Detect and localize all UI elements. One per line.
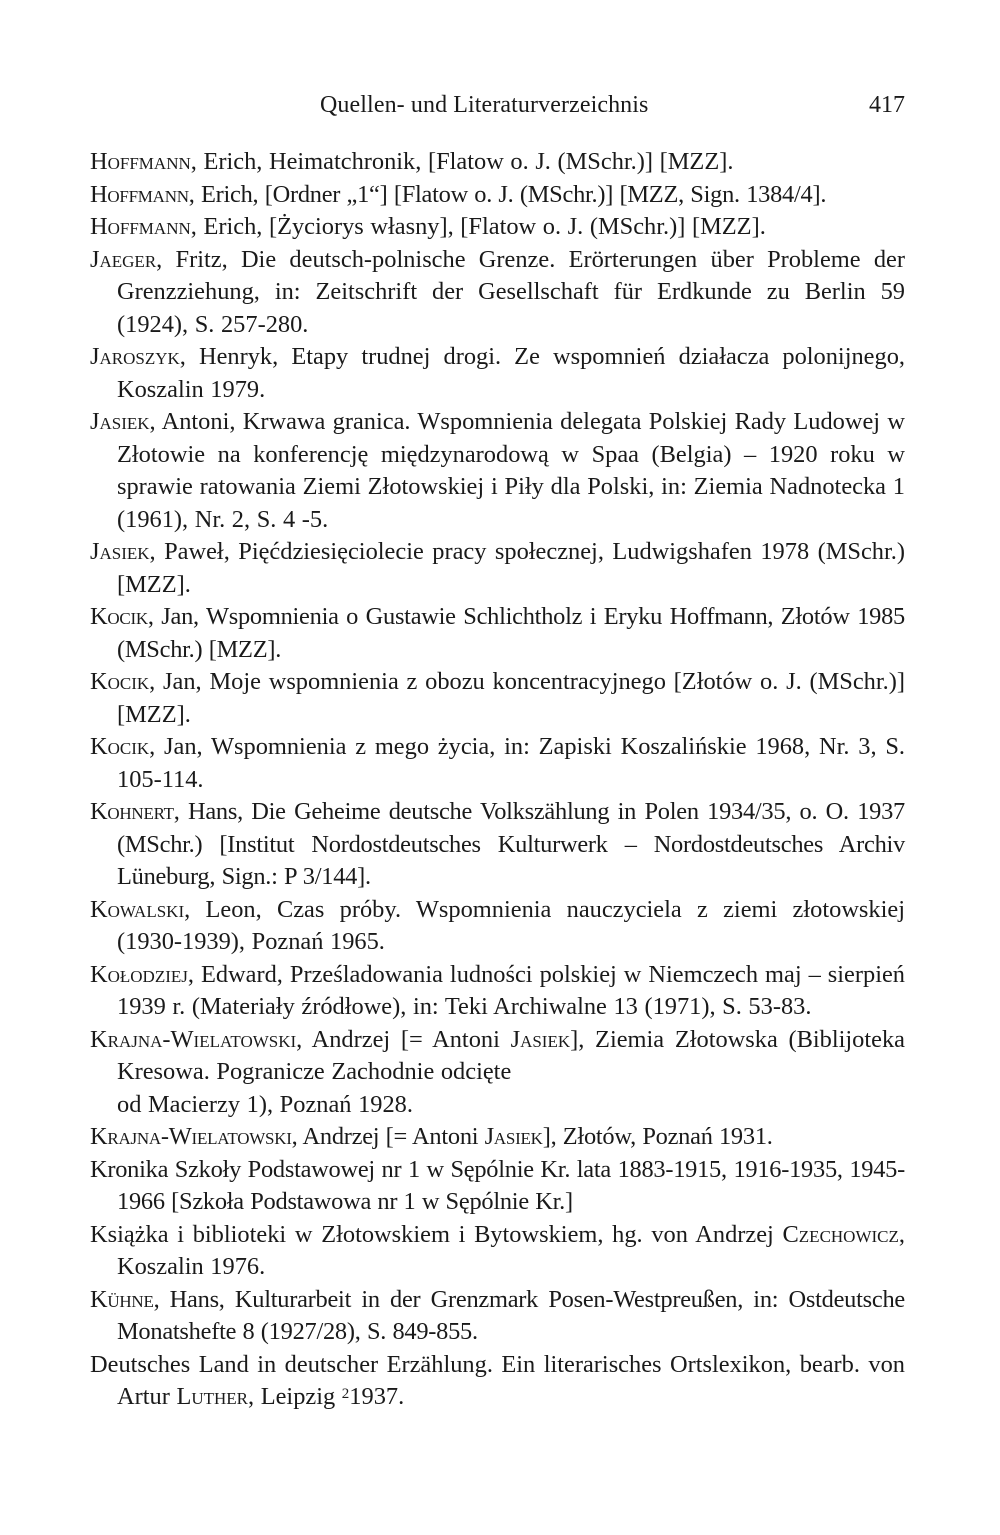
bibliography-entry [90,601,905,666]
entry-text: , Leipzig [248,1383,342,1410]
entry-author: Jaroszyk [90,343,180,370]
entry-text-continued: od Macierzy 1), Poznań 1928. [117,1090,413,1118]
entry-text: , Jan, Wspomnienia o Gustawie Schlichtholz i Eryku Hoffmann, Złotów 1985 (MSchr.) [MZZ]. [117,603,905,663]
entry-text: , Andrzej [= Antoni [291,1123,485,1150]
entry-text: , Henryk, Etapy trudnej drogi. Ze wspomnień działacza polonijnego, Koszalin 1979. [117,343,905,403]
entry-text: , Erich, [Ordner „1“] [Flatow o. J. (MSchr.)] [MZZ, Sign. 1384/4]. [188,180,827,208]
bibliography-entry [90,894,905,959]
entry-text: , Antoni, Krwawa granica. Wspomnienia delegata Polskiej Rady Ludowej w Złotowie na konferencję międzynarodową w Spaa (Belgia) – 1920 roku w sprawie ratowania Ziemi Złotowskiej i Piły dla Polski, in: Ziemia Nadnotecka 1 (1961), Nr. 2, S. 4 -5. [117,408,905,533]
bibliography-entry [90,1219,905,1284]
bibliography-entry [90,959,905,1024]
page-number: 417 [869,92,905,118]
entry-text: , Paweł, Pięćdziesięciolecie pracy społecznej, Ludwigshafen 1978 (MSchr.) [MZZ]. [117,538,905,598]
entry-text: , Erich, Heimatchronik, [Flatow o. J. (MSchr.)] [MZZ]. [190,148,734,175]
entry-author: Jasiek [90,408,150,435]
entry-author: Kocik [90,603,148,630]
bibliography-list [90,146,905,1414]
entry-author-alias: Jasiek [484,1123,543,1150]
edition-superscript: 2 [341,1386,350,1402]
entry-text: , Jan, Wspomnienia z mego życia, in: Zapiski Koszalińskie 1968, Nr. 3, S. 105-114. [117,733,905,793]
entry-author: Kowalski [90,895,185,923]
entry-author: Kocik [90,668,150,695]
entry-text: Deutsches Land in deutscher Erzählung. Ein literarisches Ortslexikon, bearb. von Artur [90,1350,905,1410]
bibliography-entry [90,146,905,179]
bibliography-entry [90,1024,905,1122]
entry-text: Kronika Szkoły Podstawowej nr 1 w Sępólnie Kr. lata 1883-1915, 1916-1935, 1945-1966 [Szkoła Podstawowa nr 1 w Sępólnie Kr.] [90,1155,905,1215]
bibliography-entry [90,1349,905,1414]
entry-author: Hoffmann [90,213,191,240]
entry-text: , Hans, Die Geheime deutsche Volkszählung in Polen 1934/35, o. O. 1937 (MSchr.) [Institut Nordostdeutsches Kulturwerk – Nordostdeutsches Archiv Lüneburg, Sign.: P 3/144]. [117,798,905,890]
entry-author: Czechowicz [782,1220,899,1248]
entry-text: , Fritz, Die deutsch-polnische Grenze. Erörterungen über Probleme der Grenzziehung, in: Zeitschrift der Gesellschaft für Erdkunde zu Berlin 59 (1924), S. 257-280. [117,245,905,338]
bibliography-entry [90,1284,905,1349]
bibliography-entry [90,796,905,894]
entry-author: Kühne [90,1285,154,1313]
entry-text: , Hans, Kulturarbeit in der Grenzmark Posen-Westpreußen, in: Ostdeutsche Monatshefte 8 (1927/28), S. 849-855. [117,1285,905,1345]
entry-author: Luther [176,1383,248,1410]
running-title: Quellen- und Literaturverzeichnis [320,92,649,118]
entry-year: 1937. [349,1383,405,1410]
entry-text: , Andrzej [= Antoni [296,1025,511,1053]
bibliography-entry [90,536,905,601]
entry-text: , Jan, Moje wspomnienia z obozu koncentracyjnego [Złotów o. J. (MSchr.)] [MZZ]. [117,668,905,728]
entry-author: Hoffmann [90,180,189,208]
running-head [90,92,905,126]
entry-author: Hoffmann [90,148,191,175]
bibliography-entry [90,406,905,536]
entry-text: , Erich, [Życiorys własny], [Flatow o. J. (MSchr.)] [MZZ]. [190,213,766,240]
bibliography-entry [90,1154,905,1219]
entry-author: Kocik [90,733,150,760]
entry-text: Książka i biblioteki w Złotowskiem i Bytowskiem, hg. von Andrzej [90,1220,783,1248]
entry-author: Jasiek [90,538,150,565]
entry-author: Jaeger [90,245,157,273]
entry-author: Kołodziej [90,960,188,988]
entry-text: , Leon, Czas próby. Wspomnienia nauczyciela z ziemi złotowskiej (1930-1939), Poznań 1965. [117,895,905,955]
bibliography-entry [90,1121,905,1154]
entry-text: , Edward, Prześladowania ludności polskiej w Niemczech maj – sierpień 1939 r. (Materiały źródłowe), in: Teki Archiwalne 13 (1971), S. 53-83. [117,960,905,1020]
entry-text: ], Ziemia Złotowska (Biblijoteka Kresowa. Pogranicze Zachodnie odcięte [117,1025,906,1085]
bibliography-entry [90,211,905,244]
entry-author: Kohnert [90,798,174,825]
entry-text: , Koszalin 1976. [117,1220,905,1280]
bibliography-entry [90,179,905,212]
bibliography-entry [90,666,905,731]
bibliography-entry [90,341,905,406]
entry-author: Krajna-Wielatowski [90,1025,297,1053]
entry-author: Krajna-Wielatowski [90,1123,292,1150]
bibliography-entry [90,731,905,796]
entry-text: ], Złotów, Poznań 1931. [542,1123,773,1150]
entry-author-alias: Jasiek [510,1025,571,1053]
bibliography-entry [90,244,905,342]
